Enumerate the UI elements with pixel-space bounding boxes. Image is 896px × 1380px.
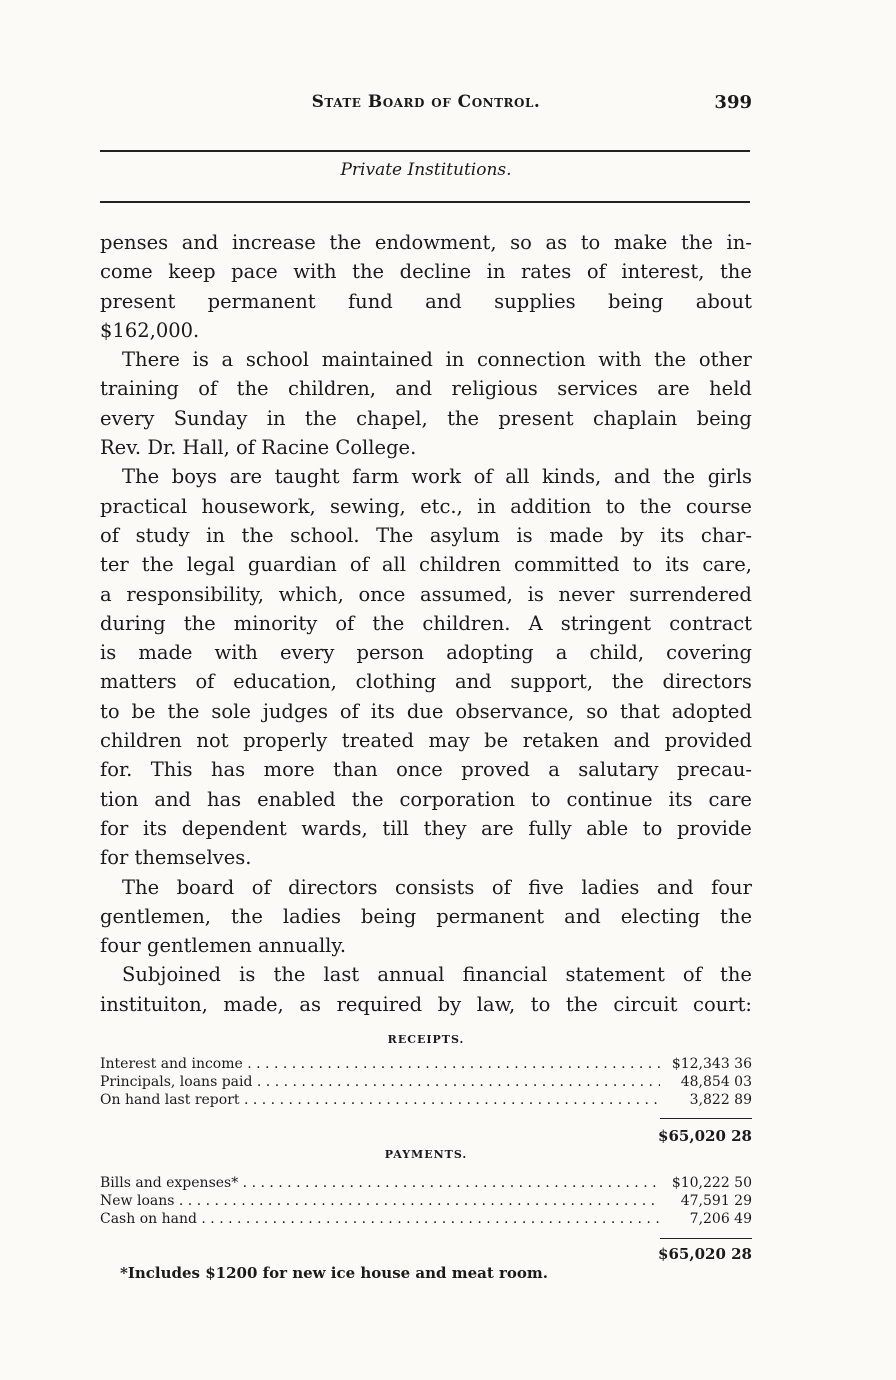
text-line: gentlemen, the ladies being permanent and electing the: [100, 904, 752, 928]
text-line: for. This has more than once proved a salutary precau-: [100, 758, 752, 782]
receipts-total-rule: [660, 1118, 752, 1119]
text-line: The board of directors consists of five ladies and four: [122, 875, 752, 899]
payments-row: [100, 1192, 752, 1210]
payments-table: [100, 1174, 752, 1228]
receipts-table: [100, 1055, 752, 1109]
text-line: training of the children, and religious services are held: [100, 377, 752, 401]
page-number: 399: [714, 92, 752, 113]
receipts-row: [100, 1073, 752, 1091]
text-line: four gentlemen annually.: [100, 934, 347, 958]
payments-row: [100, 1210, 752, 1228]
receipts-row: [100, 1055, 752, 1073]
payments-row-label: Cash on hand . . .: [100, 1210, 660, 1228]
text-line: come keep pace with the decline in rates of interest, the: [100, 260, 752, 284]
receipts-heading: RECEIPTS.: [387, 1033, 465, 1046]
payments-total: $65,020 28: [658, 1245, 752, 1263]
text-line: of study in the school. The asylum is made by its char-: [100, 523, 752, 547]
header-rule-bottom: [100, 201, 750, 203]
payments-row-amount: $10,222 50: [671, 1175, 752, 1191]
payments-total-rule: [660, 1238, 752, 1239]
text-line: $162,000.: [100, 318, 200, 342]
text-line: penses and increase the endowment, so as to make the in-: [100, 231, 752, 254]
text-line: for themselves.: [100, 846, 252, 870]
payments-row-label: Bills and expenses* . . .: [100, 1174, 660, 1192]
text-line: matters of education, clothing and support, the directors: [100, 670, 752, 694]
payments-row-amount: 47,591 29: [680, 1193, 752, 1209]
section-title: Private Institutions.: [340, 160, 512, 180]
footnote: *Includes $1200 for new ice house and meat room.: [120, 1264, 549, 1282]
header-rule-top: [100, 150, 750, 152]
running-title: State Board of Control.: [311, 92, 541, 112]
text-line: to be the sole judges of its due observance, so that adopted: [100, 699, 752, 723]
text-line: The boys are taught farm work of all kinds, and the girls: [122, 465, 752, 489]
text-line: instituiton, made, as required by law, to the circuit court:: [100, 992, 752, 1016]
receipts-row-label: On hand last report . . .: [100, 1091, 660, 1109]
receipts-row-amount: 3,822 89: [689, 1092, 752, 1108]
body-text: [100, 228, 752, 1019]
text-line: for its dependent wards, till they are fully able to provide: [100, 816, 752, 840]
page-header: [100, 92, 752, 122]
text-line: during the minority of the children. A stringent contract: [100, 611, 752, 635]
text-line: practical housework, sewing, etc., in addition to the course: [100, 494, 752, 518]
text-line: Subjoined is the last annual financial statement of the: [122, 963, 752, 987]
receipts-row-label: Principals, loans paid . . .: [100, 1073, 660, 1091]
receipts-row-amount: $12,343 36: [671, 1056, 752, 1072]
payments-row-amount: 7,206 49: [689, 1211, 752, 1227]
text-line: every Sunday in the chapel, the present chaplain being: [100, 406, 752, 430]
receipts-row-amount: 48,854 03: [680, 1074, 752, 1090]
text-line: There is a school maintained in connection with the other: [122, 348, 752, 372]
receipts-total: $65,020 28: [658, 1127, 752, 1145]
text-line: present permanent fund and supplies being about: [100, 289, 752, 313]
receipts-row-label: Interest and income . . .: [100, 1055, 660, 1073]
text-line: Rev. Dr. Hall, of Racine College.: [100, 436, 417, 460]
text-line: ter the legal guardian of all children committed to its care,: [100, 553, 752, 577]
text-line: a responsibility, which, once assumed, is never surrendered: [100, 582, 752, 606]
payments-row: [100, 1174, 752, 1192]
text-line: children not properly treated may be retaken and provided: [100, 729, 752, 753]
receipts-row: [100, 1091, 752, 1109]
text-line: tion and has enabled the corporation to continue its care: [100, 787, 752, 811]
text-line: is made with every person adopting a child, covering: [100, 641, 752, 665]
payments-heading: PAYMENTS.: [384, 1148, 468, 1161]
payments-row-label: New loans . . .: [100, 1192, 660, 1210]
